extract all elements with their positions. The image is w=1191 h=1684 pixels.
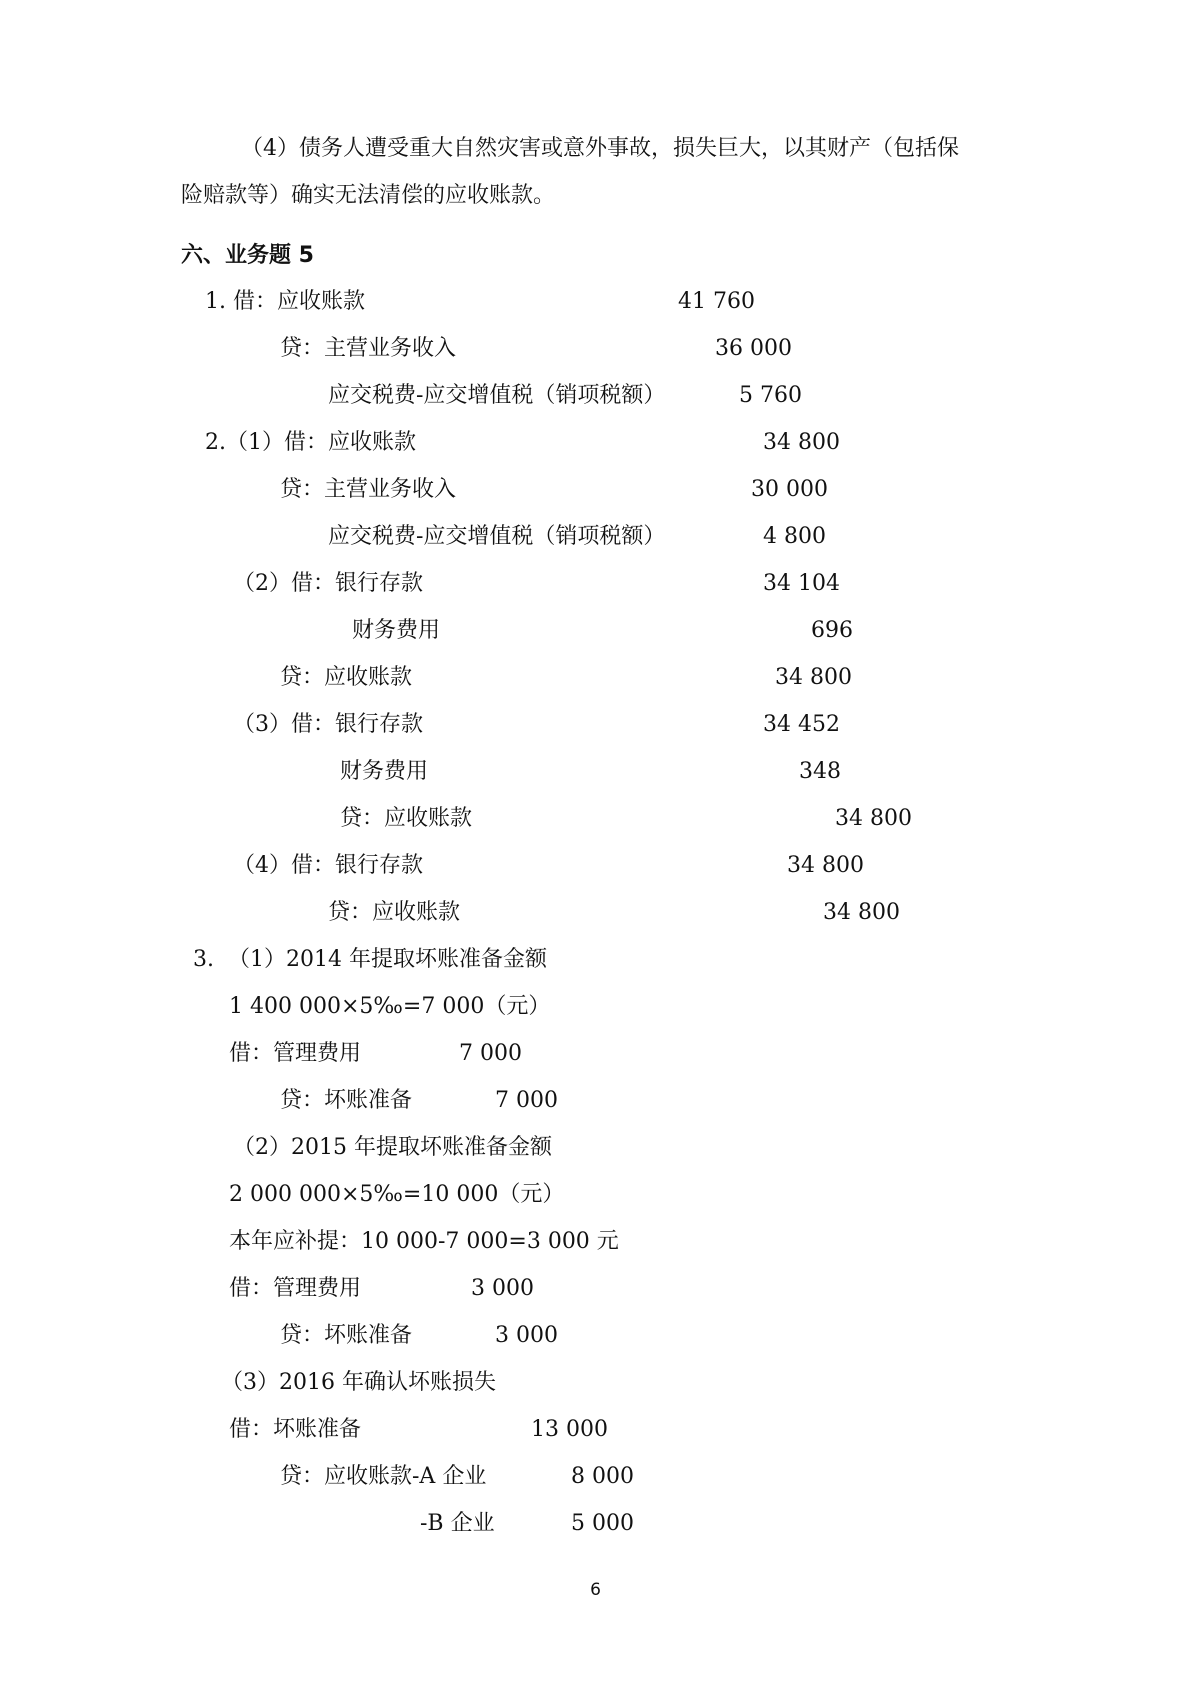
- entry2-2-debit2-amount: 696: [811, 618, 853, 643]
- entry2-1-credit1-label: 贷：主营业务收入: [280, 477, 457, 502]
- entry2-4-credit-amount: 34 800: [823, 900, 900, 925]
- intro-line-1: （4）债务人遭受重大自然灾害或意外事故，损失巨大，以其财产（包括保: [241, 136, 959, 161]
- q3-part1-calculation: 1 400 000×5‰=7 000（元）: [229, 994, 551, 1019]
- entry2-2-debit2-label: 财务费用: [352, 618, 441, 643]
- entry1-debit-label: 1. 借：应收账款: [205, 289, 365, 314]
- entry2-4-debit-amount: 34 800: [787, 853, 864, 878]
- q3-part1-debit-label: 借：管理费用: [229, 1041, 362, 1066]
- entry2-3-credit-amount: 34 800: [835, 806, 912, 831]
- page-number: 6: [590, 1580, 601, 1600]
- intro-line-2: 险赔款等）确实无法清偿的应收账款。: [181, 183, 556, 208]
- q3-part3-credit1-amount: 8 000: [571, 1464, 634, 1489]
- entry2-1-credit2-label: 应交税费-应交增值税（销项税额）: [328, 524, 666, 549]
- entry1-credit2-amount: 5 760: [739, 383, 802, 408]
- entry2-1-credit2-amount: 4 800: [763, 524, 826, 549]
- entry2-1-debit-amount: 34 800: [763, 430, 840, 455]
- q3-part2-credit-label: 贷：坏账准备: [280, 1323, 413, 1348]
- q3-part3-credit1-label: 贷：应收账款-A 企业: [280, 1464, 487, 1489]
- entry2-3-debit2-label: 财务费用: [340, 759, 429, 784]
- entry2-2-credit-amount: 34 800: [775, 665, 852, 690]
- entry2-2-credit-label: 贷：应收账款: [280, 665, 413, 690]
- q3-part3-credit2-label: -B 企业: [420, 1511, 495, 1536]
- q3-part2-title: （2）2015 年提取坏账准备金额: [233, 1135, 552, 1160]
- entry1-debit-amount: 41 760: [678, 289, 755, 314]
- entry1-credit1-amount: 36 000: [715, 336, 792, 361]
- entry1-credit1-label: 贷：主营业务收入: [280, 336, 457, 361]
- entry2-3-credit-label: 贷：应收账款: [340, 806, 473, 831]
- q3-part3-credit2-amount: 5 000: [571, 1511, 634, 1536]
- entry2-2-debit1-amount: 34 104: [763, 571, 840, 596]
- entry2-3-debit1-amount: 34 452: [763, 712, 840, 737]
- entry2-3-debit1-label: （3）借：银行存款: [233, 712, 423, 737]
- q3-part1-credit-label: 贷：坏账准备: [280, 1088, 413, 1113]
- section-heading: 六、业务题 5: [181, 243, 314, 268]
- q3-part2-calculation: 2 000 000×5‰=10 000（元）: [229, 1182, 565, 1207]
- entry2-3-debit2-amount: 348: [799, 759, 841, 784]
- q3-part1-debit-amount: 7 000: [459, 1041, 522, 1066]
- entry2-1-debit-label: 2.（1）借：应收账款: [205, 430, 416, 455]
- q3-part2-supplement: 本年应补提：10 000-7 000=3 000 元: [229, 1229, 619, 1254]
- q3-part2-debit-amount: 3 000: [471, 1276, 534, 1301]
- entry2-1-credit1-amount: 30 000: [751, 477, 828, 502]
- q3-part3-debit-amount: 13 000: [531, 1417, 608, 1442]
- entry1-credit2-label: 应交税费-应交增值税（销项税额）: [328, 383, 666, 408]
- q3-part1-credit-amount: 7 000: [495, 1088, 558, 1113]
- q3-part2-debit-label: 借：管理费用: [229, 1276, 362, 1301]
- entry2-4-credit-label: 贷：应收账款: [328, 900, 461, 925]
- q3-part2-credit-amount: 3 000: [495, 1323, 558, 1348]
- q3-part1-title: 3. （1）2014 年提取坏账准备金额: [193, 947, 547, 972]
- entry2-2-debit1-label: （2）借：银行存款: [233, 571, 423, 596]
- entry2-4-debit-label: （4）借：银行存款: [233, 853, 423, 878]
- q3-part3-debit-label: 借：坏账准备: [229, 1417, 362, 1442]
- q3-part3-title: （3）2016 年确认坏账损失: [221, 1370, 496, 1395]
